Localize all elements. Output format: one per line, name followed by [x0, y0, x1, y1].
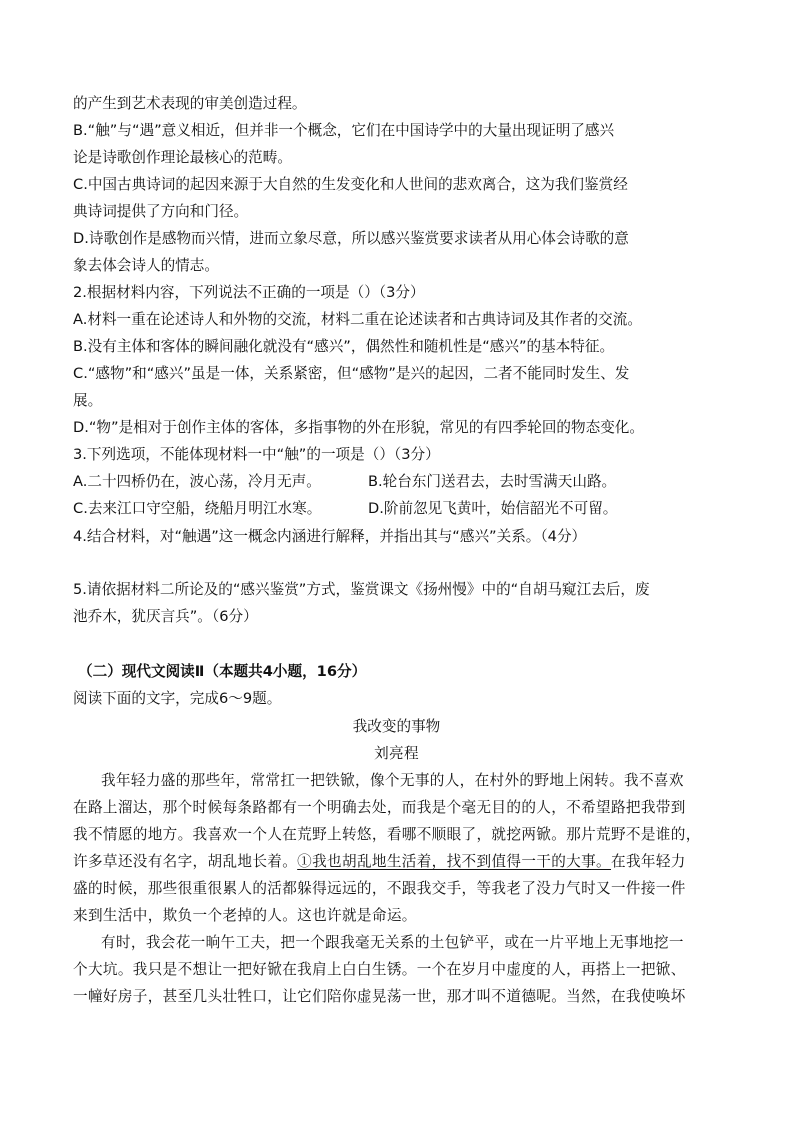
- q1-option-c: C.中国古典诗词的起因来源于大自然的生发变化和人世间的悲欢离合，这为我们鉴赏经: [73, 176, 628, 193]
- article-author: 刘亮程: [374, 745, 419, 762]
- q5: 5.请依据材料二所论及的“感兴鉴赏”方式，鉴赏课文《扬州慢》中的“自胡马窥江去后，废: [73, 581, 650, 598]
- q1-option-c-cont: 典诗词提供了方向和门径。: [73, 203, 249, 220]
- paragraph-1-line-4: [73, 852, 686, 872]
- q2-option-c: C.“感物”和“感兴”虽是一体，关系紧密，但“感物”是兴的起因，二者不能同时发生、发: [73, 365, 630, 382]
- paragraph-1-line-5: 盛的时候，那些很重很累人的活都躲得远远的，不跟我交手，等我老了没力气时又一件接一件: [73, 880, 686, 897]
- q1-option-d: D.诗歌创作是感物而兴情，进而立象尽意，所以感兴鉴赏要求读者从用心体会诗歌的意: [73, 230, 629, 247]
- q3-row-ab: [73, 472, 617, 492]
- paragraph-1-line-6: 来到生活中，欺负一个老掉的人。这也许就是命运。: [73, 907, 417, 924]
- section-heading: （二）现代文阅读Ⅱ（本题共4小题，16分）: [78, 663, 367, 680]
- paragraph-1-line-3: 我不情愿的地方。我喜欢一个人在荒野上转悠，看哪不顺眼了，就挖两锨。那片荒野不是谁的，: [73, 826, 701, 843]
- instruction: 阅读下面的文字，完成6～9题。: [73, 690, 282, 707]
- paragraph-1-line-1: 我年轻力盛的那些年，常常扛一把铁锨，像个无事的人，在村外的野地上闲转。我不喜欢: [101, 772, 684, 789]
- paragraph-2-line-2: 个大坑。我只是不想让一把好锨在我肩上白白生锈。一个在岁月中虚度的人，再搭上一把锨、: [73, 961, 686, 978]
- q2-option-c-cont: 展。: [73, 392, 103, 409]
- q1-option-b: B.“触”与“遇”意义相近，但并非一个概念，它们在中国诗学中的大量出现证明了感兴: [73, 122, 615, 139]
- paragraph-2-line-1: 有时，我会花一晌午工夫，把一个跟我毫无关系的土包铲平，或在一片平地上无事地挖一: [101, 934, 684, 951]
- q2-option-a: A.材料一重在论述诗人和外物的交流，材料二重在论述读者和古典诗词及其作者的交流。: [73, 311, 642, 328]
- q3-option-d: D.阶前忽见飞黄叶，始信韶光不可留。: [368, 500, 618, 517]
- paragraph-1-line-4-end: 在我年轻力: [611, 853, 686, 870]
- q2-option-d: D.“物”是相对于创作主体的客体，多指事物的外在形貌，常见的有四季轮回的物态变化。: [73, 419, 644, 436]
- q4: 4.结合材料，对“触遇”这一概念内涵进行解释，并指出其与“感兴”关系。（4分）: [73, 528, 587, 545]
- underlined-sentence-1: ①我也胡乱地生活着，找不到值得一干的大事。: [297, 853, 611, 870]
- q3-row-cd: [73, 499, 618, 519]
- q1-tail: 的产生到艺术表现的审美创造过程。: [73, 95, 307, 112]
- q2-option-b: B.没有主体和客体的瞬间融化就没有“感兴”，偶然性和随机性是“感兴”的基本特征。: [73, 338, 615, 355]
- paragraph-1-line-4-start: 许多草还没有名字，胡乱地长着。: [73, 853, 298, 870]
- article-title: 我改变的事物: [352, 718, 441, 735]
- q2-stem: 2.根据材料内容，下列说法不正确的一项是（）（3分）: [73, 284, 425, 301]
- q3-stem: 3.下列选项，不能体现材料一中“触”的一项是（）（3分）: [73, 446, 440, 463]
- paragraph-2-line-3: 一幢好房子，甚至几头壮牲口，让它们陪你虚晃荡一世，那才叫不道德呢。当然，在我使唤坏: [73, 988, 686, 1005]
- q3-option-b: B.轮台东门送君去，去时雪满天山路。: [368, 473, 617, 490]
- q5-cont: 池乔木，犹厌言兵”。（6分）: [73, 608, 258, 625]
- q1-option-b-cont: 论是诗歌创作理论最核心的范畴。: [73, 149, 292, 166]
- q1-option-d-cont: 象去体会诗人的情志。: [73, 257, 219, 274]
- q3-option-a: A.二十四桥仍在，波心荡，冷月无声。: [73, 473, 321, 490]
- q3-option-c: C.去来江口守空船，绕船月明江水寒。: [73, 500, 322, 517]
- paragraph-1-line-2: 在路上溜达，那个时候每条路都有一个明确去处，而我是个毫无目的的人，不希望路把我带到: [73, 799, 686, 816]
